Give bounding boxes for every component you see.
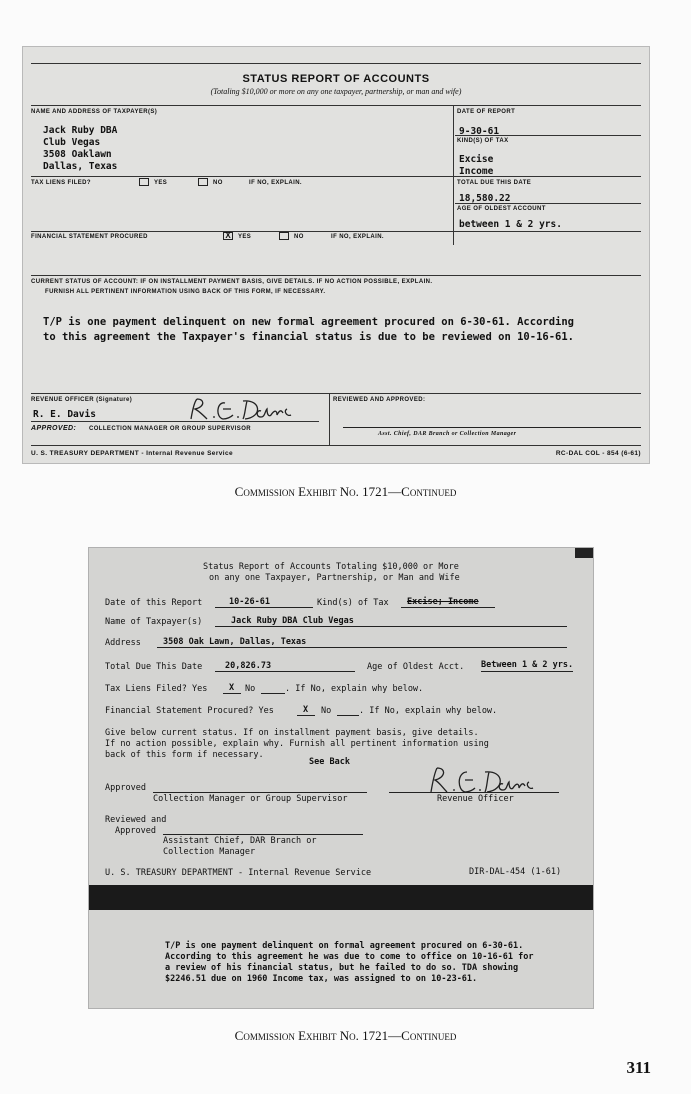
collection-manager: Collection Manager or Group Supervisor: [153, 794, 348, 804]
liens-line: Tax Liens Filed? Yes: [105, 684, 208, 694]
fin-no-line: [337, 715, 359, 716]
see-back: See Back: [309, 757, 350, 767]
financial-yes-checkbox: X: [223, 232, 233, 240]
date-line: [215, 607, 313, 608]
rule: [31, 105, 641, 106]
rule: [31, 231, 641, 232]
explain-label: IF NO, EXPLAIN.: [331, 234, 385, 240]
name-line-3: 3508 Oaklawn: [43, 149, 112, 160]
fin-yes-line: [297, 715, 315, 716]
signature-line: [343, 427, 641, 428]
divider: [329, 393, 330, 445]
oldest-value: between 1 & 2 yrs.: [459, 219, 562, 230]
age-line: [481, 671, 573, 672]
reviewed-label: REVIEWED AND APPROVED:: [333, 397, 426, 403]
rule: [31, 421, 319, 422]
tax-liens-label: TAX LIENS FILED?: [31, 180, 91, 186]
status-text-2: to this agreement the Taxpayer's financial status is due to be reviewed on 10-16-61.: [43, 331, 575, 343]
current-status-label-2: FURNISH ALL PERTINENT INFORMATION USING BACK OF THIS FORM, IF NECESSARY.: [45, 289, 326, 295]
age-label: Age of Oldest Acct.: [367, 662, 465, 672]
address-label: Address: [105, 638, 141, 648]
reviewed-label: Reviewed and: [105, 815, 167, 825]
explain-label: IF NO, EXPLAIN.: [249, 180, 303, 186]
caption-1: Commission Exhibit No. 1721—Continued: [234, 484, 457, 499]
footer-right: DIR-DAL-454 (1-61): [469, 867, 562, 877]
kind-value: Excise; Income: [407, 597, 479, 607]
top-rule: [31, 63, 641, 64]
dark-band: [89, 885, 593, 910]
asst-chief-2: Collection Manager: [163, 847, 256, 857]
liens-no-line: [261, 693, 285, 694]
approved-line: [153, 792, 367, 793]
address-value: 3508 Oak Lawn, Dallas, Texas: [163, 637, 307, 647]
kind-label: KIND(S) OF TAX: [457, 138, 509, 144]
back-text-2: According to this agreement he was due to come to office on 10-16-61 for: [165, 952, 534, 962]
kind-label: Kind(s) of Tax: [317, 598, 389, 608]
oldest-label: AGE OF OLDEST ACCOUNT: [457, 206, 546, 212]
caption-2: Commission Exhibit No. 1721—Continued: [234, 1028, 457, 1043]
age-value: Between 1 & 2 yrs.: [481, 660, 574, 670]
rule: [31, 176, 641, 177]
total-due-value: 18,580.22: [459, 193, 511, 204]
approved-label: Approved: [105, 783, 146, 793]
fin-line: Financial Statement Procured? Yes: [105, 706, 274, 716]
page-number: 311: [626, 1058, 651, 1077]
status-text-1: T/P is one payment delinquent on new formal agreement procured on 6-30-61. According: [43, 316, 575, 328]
reviewed-line: [163, 834, 363, 835]
collection-manager-label: COLLECTION MANAGER OR GROUP SUPERVISOR: [89, 426, 251, 432]
instructions-2: If no action possible, explain why. Furnish all pertinent information using: [105, 739, 489, 749]
name-line: [215, 626, 567, 627]
name-line-4: Dallas, Texas: [43, 161, 118, 172]
rule: [455, 203, 641, 204]
instructions-3: back of this form if necessary.: [105, 750, 264, 760]
no-label: NO: [294, 234, 304, 240]
back-text-3: a review of his financial status, but he failed to do so. TDA showing: [165, 963, 519, 973]
asst-chief: Assistant Chief, DAR Branch or: [163, 836, 317, 846]
status-report-form-2: [88, 547, 594, 1009]
liens-yes-mark: X: [229, 683, 235, 693]
total-value: 20,826.73: [225, 661, 272, 671]
footer-right: RC-DAL COL - 854 (6-61): [555, 450, 641, 457]
name-line-1: Jack Ruby DBA: [43, 125, 118, 136]
liens-explain: . If No, explain why below.: [285, 684, 424, 694]
tax-liens-yes-checkbox: [139, 178, 149, 186]
name-label: NAME AND ADDRESS OF TAXPAYER(S): [31, 109, 158, 115]
kind-line: [401, 607, 495, 608]
total-line: [215, 671, 355, 672]
yes-label: YES: [154, 180, 168, 186]
footer-left: U. S. TREASURY DEPARTMENT - Internal Revenue Service: [105, 868, 372, 878]
liens-yes-line: [223, 693, 241, 694]
back-text-1: T/P is one payment delinquent on formal agreement procured on 6-30-61.: [165, 941, 524, 951]
fin-no: No: [321, 706, 332, 716]
name-line-2: Club Vegas: [43, 137, 101, 148]
footer-left: U. S. TREASURY DEPARTMENT - Internal Revenue Service: [31, 450, 233, 457]
form1-title: STATUS REPORT OF ACCOUNTS: [242, 73, 430, 85]
tax-liens-no-checkbox: [198, 178, 208, 186]
name-value: Jack Ruby DBA Club Vegas: [231, 616, 354, 626]
rule: [455, 135, 641, 136]
rule: [31, 445, 641, 446]
fin-yes-mark: X: [303, 705, 309, 715]
date-label: DATE OF REPORT: [457, 109, 516, 115]
date-value: 9-30-61: [459, 126, 500, 137]
date-value: 10-26-61: [229, 597, 270, 607]
revenue-officer: Revenue Officer: [437, 794, 514, 804]
form2-title-1: Status Report of Accounts Totaling $10,000 or More: [203, 562, 459, 572]
current-status-label: CURRENT STATUS OF ACCOUNT: IF ON INSTALLMENT PAYMENT BASIS, GIVE DETAILS. IF NO ACTION POSSIBLE, EXPLAIN.: [31, 279, 433, 285]
approved-label: APPROVED:: [31, 425, 77, 432]
status-report-form-1: [22, 46, 650, 464]
total-due-label: TOTAL DUE THIS DATE: [457, 180, 532, 186]
address-line: [157, 647, 567, 648]
yes-label: YES: [238, 234, 252, 240]
name-label: Name of Taxpayer(s): [105, 617, 203, 627]
financial-label: FINANCIAL STATEMENT PROCURED: [31, 234, 148, 240]
form2-title-2: on any one Taxpayer, Partnership, or Man and Wife: [209, 573, 460, 583]
back-text-4: $2246.51 due on 1960 Income tax, was assigned to on 10-23-61.: [165, 974, 478, 984]
divider: [453, 105, 454, 245]
revenue-officer-label: REVENUE OFFICER (Signature): [31, 397, 133, 403]
corner-mark: [575, 548, 593, 558]
reviewed-label-2: Approved: [115, 826, 156, 836]
rule: [31, 275, 641, 276]
no-label: NO: [213, 180, 223, 186]
instructions-1: Give below current status. If on installment payment basis, give details.: [105, 728, 479, 738]
financial-no-checkbox: [279, 232, 289, 240]
revenue-officer-name: R. E. Davis: [33, 409, 96, 420]
rule: [31, 393, 641, 394]
total-label: Total Due This Date: [105, 662, 203, 672]
liens-no: No: [245, 684, 256, 694]
form1-subtitle: (Totaling $10,000 or more on any one taxpayer, partnership, or man and wife): [210, 87, 462, 96]
revenue-officer-line: [389, 792, 559, 793]
date-label: Date of this Report: [105, 598, 203, 608]
fin-explain: . If No, explain why below.: [359, 706, 498, 716]
kind-line-1: Excise: [459, 154, 494, 165]
kind-line-2: Income: [459, 166, 494, 177]
asst-chief-label: Asst. Chief, DAR Branch or Collection Manager: [378, 431, 517, 437]
